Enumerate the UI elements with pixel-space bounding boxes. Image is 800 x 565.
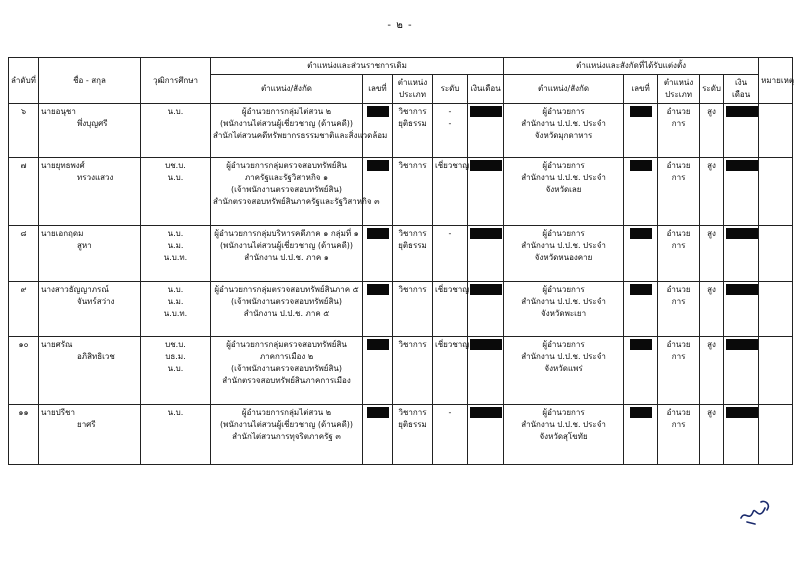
row-new-level: สูง bbox=[700, 282, 724, 337]
row-new-number bbox=[624, 158, 658, 226]
row-new-position bbox=[504, 226, 624, 282]
redaction-block bbox=[630, 339, 652, 350]
header-old-level: ระดับ bbox=[433, 75, 468, 104]
education-line: น.ม. bbox=[167, 241, 184, 250]
row-old-level bbox=[433, 104, 468, 158]
header-new-number: เลขที่ bbox=[624, 75, 658, 104]
old-position-line: สำนักตรวจสอบทรัพย์สินภาครัฐและรัฐวิสาหกิจ ๓ bbox=[213, 197, 380, 206]
row-no: ๘ bbox=[9, 226, 39, 282]
new-position-line: ผู้อำนวยการ bbox=[542, 408, 585, 417]
new-position-line: สำนักงาน ป.ป.ช. ประจำ bbox=[521, 241, 606, 250]
redaction-block bbox=[726, 106, 758, 117]
old-position-line: สำนักไต่สวนคดีทรัพยากรธรรมชาติและสิ่งแวดล้อม bbox=[213, 131, 388, 140]
redaction-block bbox=[470, 407, 502, 418]
old-level-line: - bbox=[448, 119, 452, 128]
signature-initials bbox=[735, 488, 775, 528]
row-old-salary bbox=[468, 405, 504, 465]
row-no: ๙ bbox=[9, 282, 39, 337]
row-new-salary bbox=[724, 158, 759, 226]
old-level-line: - bbox=[448, 229, 452, 238]
header-new-type: ตำแหน่งประเภท bbox=[658, 75, 700, 104]
row-old-level bbox=[433, 405, 468, 465]
row-new-salary bbox=[724, 282, 759, 337]
old-position-line: ผู้อำนวยการกลุ่มไต่สวน ๒ bbox=[241, 107, 332, 116]
old-type-line: ยุติธรรม bbox=[398, 420, 427, 429]
row-old-number bbox=[363, 337, 393, 405]
old-position-line: ภาคการเมือง ๒ bbox=[259, 352, 314, 361]
header-new-salary: เงินเดือน bbox=[724, 75, 759, 104]
row-old-type bbox=[393, 226, 433, 282]
new-position-line: ผู้อำนวยการ bbox=[542, 161, 585, 170]
redaction-block bbox=[367, 228, 389, 239]
old-level-line: เชี่ยวชาญ bbox=[435, 285, 470, 294]
old-position-line: ผู้อำนวยการกลุ่มไต่สวน ๒ bbox=[241, 408, 332, 417]
redaction-block bbox=[367, 160, 389, 171]
redaction-block bbox=[726, 228, 758, 239]
row-remark bbox=[759, 337, 793, 405]
redaction-block bbox=[630, 407, 652, 418]
row-education bbox=[141, 158, 211, 226]
old-position-line: (พนักงานไต่สวนผู้เชี่ยวชาญ (ด้านคดี)) bbox=[219, 119, 353, 128]
redaction-block bbox=[726, 407, 758, 418]
row-remark bbox=[759, 158, 793, 226]
old-position-line: ผู้อำนวยการกลุ่มตรวจสอบทรัพย์สิน bbox=[226, 161, 347, 170]
row-old-type bbox=[393, 337, 433, 405]
new-position-line: จังหวัดแพร่ bbox=[544, 364, 583, 373]
old-type-line: ยุติธรรม bbox=[398, 241, 427, 250]
row-no: ๗ bbox=[9, 158, 39, 226]
row-old-position bbox=[211, 226, 363, 282]
row-new-number bbox=[624, 282, 658, 337]
row-no: ๑๑ bbox=[9, 405, 39, 465]
old-level-line: - bbox=[448, 107, 452, 116]
first-name: นางสาวธัญญาภรณ์ bbox=[41, 285, 109, 294]
row-old-salary bbox=[468, 104, 504, 158]
row-new-level: สูง bbox=[700, 104, 724, 158]
row-new-level: สูง bbox=[700, 405, 724, 465]
redaction-block bbox=[470, 284, 502, 295]
row-old-position bbox=[211, 104, 388, 158]
row-old-type bbox=[393, 158, 433, 226]
row-no: ๖ bbox=[9, 104, 39, 158]
row-new-number bbox=[624, 226, 658, 282]
redaction-block bbox=[630, 106, 652, 117]
new-position-line: จังหวัดหนองคาย bbox=[534, 253, 593, 262]
old-position-line: สำนักไต่สวนการทุจริตภาครัฐ ๓ bbox=[232, 432, 341, 441]
row-remark bbox=[759, 226, 793, 282]
first-name: นายอนุชา bbox=[41, 107, 76, 116]
row-remark bbox=[759, 282, 793, 337]
first-name: นายยุทธพงศ์ bbox=[41, 161, 85, 170]
education-line: น.ม. bbox=[167, 297, 184, 306]
new-position-line: ผู้อำนวยการ bbox=[542, 107, 585, 116]
row-new-salary bbox=[724, 337, 759, 405]
row-new-type: อำนวยการ bbox=[658, 104, 700, 158]
row-old-number bbox=[363, 158, 393, 226]
row-old-level bbox=[433, 282, 468, 337]
row-new-position bbox=[504, 282, 624, 337]
row-education bbox=[141, 226, 211, 282]
row-new-type: อำนวยการ bbox=[658, 282, 700, 337]
table-row bbox=[9, 337, 793, 405]
row-old-type bbox=[393, 405, 433, 465]
row-new-type: อำนวยการ bbox=[658, 158, 700, 226]
row-new-number bbox=[624, 104, 658, 158]
first-name: นายศรัณ bbox=[41, 340, 73, 349]
row-new-type: อำนวยการ bbox=[658, 337, 700, 405]
first-name: นายเอกฤดม bbox=[41, 229, 84, 238]
redaction-block bbox=[726, 339, 758, 350]
education-line: บช.บ. bbox=[165, 340, 186, 349]
education-line: น.บ.ท. bbox=[163, 253, 188, 262]
new-position-line: สำนักงาน ป.ป.ช. ประจำ bbox=[521, 352, 606, 361]
row-name bbox=[39, 405, 141, 465]
old-position-line: ภาครัฐและรัฐวิสาหกิจ ๑ bbox=[244, 173, 329, 182]
header-old-type: ตำแหน่งประเภท bbox=[393, 75, 433, 104]
row-new-level: สูง bbox=[700, 226, 724, 282]
redaction-block bbox=[470, 228, 502, 239]
header-education: วุฒิการศึกษา bbox=[141, 58, 211, 104]
old-position-line: (เจ้าพนักงานตรวจสอบทรัพย์สิน) bbox=[231, 297, 342, 306]
row-new-salary bbox=[724, 405, 759, 465]
new-position-line: ผู้อำนวยการ bbox=[542, 340, 585, 349]
old-position-line: (พนักงานไต่สวนผู้เชี่ยวชาญ (ด้านคดี)) bbox=[219, 241, 353, 250]
row-name bbox=[39, 226, 141, 282]
old-position-line: ผู้อำนวยการกลุ่มตรวจสอบทรัพย์สินภาค ๕ bbox=[214, 285, 359, 294]
row-old-salary bbox=[468, 158, 504, 226]
redaction-block bbox=[367, 339, 389, 350]
row-new-position bbox=[504, 158, 624, 226]
header-row-1 bbox=[9, 58, 793, 75]
education-line: น.บ. bbox=[167, 107, 184, 116]
row-old-salary bbox=[468, 337, 504, 405]
new-position-line: สำนักงาน ป.ป.ช. ประจำ bbox=[521, 119, 606, 128]
last-name: จันทร์สว่าง bbox=[77, 297, 115, 306]
education-line: น.บ. bbox=[167, 285, 184, 294]
row-education bbox=[141, 104, 211, 158]
old-type-line: วิชาการ bbox=[398, 408, 427, 417]
education-line: น.บ. bbox=[167, 173, 184, 182]
new-position-line: ผู้อำนวยการ bbox=[542, 229, 585, 238]
redaction-block bbox=[630, 228, 652, 239]
old-type-line: วิชาการ bbox=[398, 161, 427, 170]
old-type-line: วิชาการ bbox=[398, 340, 427, 349]
old-type-line: วิชาการ bbox=[398, 229, 427, 238]
row-name bbox=[39, 104, 141, 158]
table-row bbox=[9, 405, 793, 465]
last-name: สูหา bbox=[77, 241, 92, 250]
old-position-line: สำนักงาน ป.ป.ช. ภาค ๕ bbox=[243, 309, 330, 318]
row-old-position bbox=[211, 158, 380, 226]
row-new-position bbox=[504, 405, 624, 465]
row-new-salary bbox=[724, 226, 759, 282]
row-old-level bbox=[433, 337, 468, 405]
table-row bbox=[9, 104, 793, 158]
redaction-block bbox=[367, 407, 389, 418]
row-new-level: สูง bbox=[700, 337, 724, 405]
row-old-level bbox=[433, 226, 468, 282]
row-name bbox=[39, 337, 141, 405]
row-new-number bbox=[624, 337, 658, 405]
old-type-line: ยุติธรรม bbox=[398, 119, 427, 128]
new-position-line: สำนักงาน ป.ป.ช. ประจำ bbox=[521, 297, 606, 306]
header-old-salary: เงินเดือน bbox=[468, 75, 504, 104]
redaction-block bbox=[367, 106, 389, 117]
row-education bbox=[141, 337, 211, 405]
redaction-block bbox=[470, 160, 502, 171]
table-row bbox=[9, 282, 793, 337]
last-name: อภิสิทธิเวช bbox=[77, 352, 115, 361]
old-type-line: วิชาการ bbox=[398, 107, 427, 116]
row-old-salary bbox=[468, 226, 504, 282]
row-old-salary bbox=[468, 282, 504, 337]
row-old-type bbox=[393, 282, 433, 337]
page-number: - ๒ - bbox=[387, 20, 413, 31]
redaction-block bbox=[630, 284, 652, 295]
table-row bbox=[9, 158, 793, 226]
new-position-line: จังหวัดมุกดาหาร bbox=[534, 131, 593, 140]
last-name: ยาศรี bbox=[77, 420, 96, 429]
old-level-line: เชี่ยวชาญ bbox=[435, 340, 470, 349]
row-new-salary bbox=[724, 104, 759, 158]
row-new-position bbox=[504, 337, 624, 405]
old-position-line: ผู้อำนวยการกลุ่มตรวจสอบทรัพย์สิน bbox=[226, 340, 347, 349]
row-old-number bbox=[363, 226, 393, 282]
row-old-level bbox=[433, 158, 468, 226]
row-new-number bbox=[624, 405, 658, 465]
row-education bbox=[141, 282, 211, 337]
header-old-position: ตำแหน่ง/สังกัด bbox=[211, 75, 363, 104]
row-old-type bbox=[393, 104, 433, 158]
header-new-group: ตำแหน่งและสังกัดที่ได้รับแต่งตั้ง bbox=[504, 58, 759, 75]
last-name: พึ่งบุญศรี bbox=[77, 119, 108, 128]
redaction-block bbox=[726, 160, 758, 171]
new-position-line: จังหวัดสุโขทัย bbox=[539, 432, 588, 441]
education-line: น.บ. bbox=[167, 229, 184, 238]
row-old-position bbox=[211, 337, 363, 405]
education-line: น.บ.ท. bbox=[163, 309, 188, 318]
row-old-position bbox=[211, 282, 363, 337]
appointment-table bbox=[8, 57, 793, 465]
redaction-block bbox=[367, 284, 389, 295]
old-level-line: - bbox=[448, 408, 452, 417]
redaction-block bbox=[470, 339, 502, 350]
header-old-group: ตำแหน่งและส่วนราชการเดิม bbox=[211, 58, 504, 75]
row-new-type: อำนวยการ bbox=[658, 226, 700, 282]
row-new-position bbox=[504, 104, 624, 158]
new-position-line: ผู้อำนวยการ bbox=[542, 285, 585, 294]
row-remark bbox=[759, 104, 793, 158]
new-position-line: จังหวัดเลย bbox=[545, 185, 582, 194]
row-no: ๑๐ bbox=[9, 337, 39, 405]
row-remark bbox=[759, 405, 793, 465]
new-position-line: สำนักงาน ป.ป.ช. ประจำ bbox=[521, 420, 606, 429]
row-name bbox=[39, 282, 141, 337]
education-line: น.บ. bbox=[167, 408, 184, 417]
redaction-block bbox=[726, 284, 758, 295]
row-education bbox=[141, 405, 211, 465]
new-position-line: สำนักงาน ป.ป.ช. ประจำ bbox=[521, 173, 606, 182]
old-level-line: เชี่ยวชาญ bbox=[435, 161, 470, 170]
old-position-line: สำนักงาน ป.ป.ช. ภาค ๑ bbox=[244, 253, 329, 262]
old-position-line: (เจ้าพนักงานตรวจสอบทรัพย์สิน) bbox=[231, 364, 342, 373]
old-position-line: ผู้อำนวยการกลุ่มบริหารคดีภาค ๑ กลุ่มที่ ๑ bbox=[214, 229, 359, 238]
header-no: ลำดับที่ bbox=[9, 58, 39, 104]
old-type-line: วิชาการ bbox=[398, 285, 427, 294]
row-old-number bbox=[363, 282, 393, 337]
redaction-block bbox=[630, 160, 652, 171]
education-line: บธ.ม. bbox=[165, 352, 186, 361]
table-row bbox=[9, 226, 793, 282]
old-position-line: (พนักงานไต่สวนผู้เชี่ยวชาญ (ด้านคดี)) bbox=[219, 420, 353, 429]
header-name: ชื่อ - สกุล bbox=[39, 58, 141, 104]
header-new-level: ระดับ bbox=[700, 75, 724, 104]
old-position-line: (เจ้าพนักงานตรวจสอบทรัพย์สิน) bbox=[231, 185, 342, 194]
row-new-type: อำนวยการ bbox=[658, 405, 700, 465]
education-line: บช.บ. bbox=[165, 161, 186, 170]
old-position-line: สำนักตรวจสอบทรัพย์สินภาคการเมือง bbox=[222, 376, 351, 385]
header-remark: หมายเหตุ bbox=[759, 58, 793, 104]
education-line: น.บ. bbox=[167, 364, 184, 373]
header-new-position: ตำแหน่ง/สังกัด bbox=[504, 75, 624, 104]
last-name: ทรวงแสวง bbox=[77, 173, 114, 182]
row-old-number bbox=[363, 405, 393, 465]
row-name bbox=[39, 158, 141, 226]
first-name: นายปรีชา bbox=[41, 408, 75, 417]
row-old-position bbox=[211, 405, 363, 465]
new-position-line: จังหวัดพะเยา bbox=[541, 309, 587, 318]
header-old-number: เลขที่ bbox=[363, 75, 393, 104]
row-new-level: สูง bbox=[700, 158, 724, 226]
redaction-block bbox=[470, 106, 502, 117]
